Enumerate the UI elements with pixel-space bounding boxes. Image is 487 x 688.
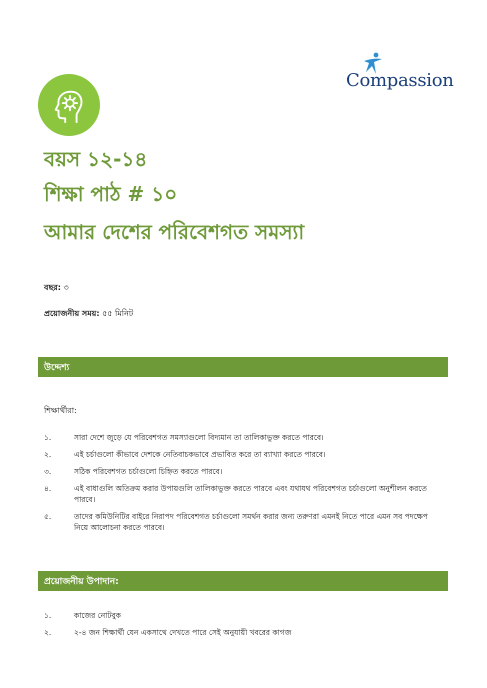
age-heading: বয়স ১২-১৪: [44, 147, 148, 171]
materials-banner: প্রয়োজনীয় উপাদান:: [38, 571, 448, 591]
head-gear-icon: [50, 86, 88, 124]
objectives-list: [44, 432, 444, 539]
materials-list: [44, 610, 444, 644]
logo-text: Compassion: [346, 70, 454, 91]
list-item: ২. এই চর্চাগুলো কীভাবে দেশকে নেতিবাচকভাবে প্রভাবিত করে তা ব্যাখ্যা করতে পারবে।: [44, 450, 326, 459]
list-item: ৫. তাদের কমিউনিটির বাইরে নিরাপদ পরিবেশগত চর্চাগুলো সমর্থন করার জন্য তরুণরা এমনই নিতে পারে এমন সব পদক্ষেপ নিয়ে আলোচনা করতে পারবে।: [44, 512, 428, 532]
year-value: ৩: [60, 283, 69, 292]
year-line: [44, 282, 69, 295]
time-label: প্রয়োজনীয় সময়:: [44, 309, 100, 318]
list-item: ১. সারা দেশে জুড়ে যে পরিবেশগত সমস্যাগুলো বিদ্যমান তা তালিকাভুক্ত করতে পারবে।: [44, 433, 324, 442]
time-value: ৫৫ মিনিট: [99, 309, 134, 318]
page-title: আমার দেশের পরিবেশগত সমস্যা: [44, 220, 305, 244]
time-line: [44, 308, 133, 321]
list-item: ১. কাজের নোটবুক: [44, 611, 121, 620]
list-item: ৩. সঠিক পরিবেশগত চর্চাগুলো চিহ্নিত করতে পারবে।: [44, 467, 223, 476]
list-item: ২. ২-৪ জন শিক্ষার্থী যেন একসাথে দেখতে পারে সেই অনুযায়ী খবরের কাগজ: [44, 628, 292, 637]
lesson-icon-badge: [38, 74, 100, 136]
objectives-banner: উদ্দেশ্য: [38, 357, 448, 377]
list-item: ৪. এই বাধাগুলি অতিক্রম করার উপায়গুলি তালিকাভুক্ত করতে পারবে এবং যথাযথ পরিবেশগত চর্চাগুলো অনুশীলন করতে পারবে।: [44, 484, 427, 504]
compassion-logo: [346, 52, 456, 92]
year-label: বছর:: [44, 283, 61, 292]
objectives-intro: শিক্ষার্থীরা:: [44, 406, 77, 415]
lesson-heading: শিক্ষা পাঠ # ১০: [44, 182, 178, 206]
